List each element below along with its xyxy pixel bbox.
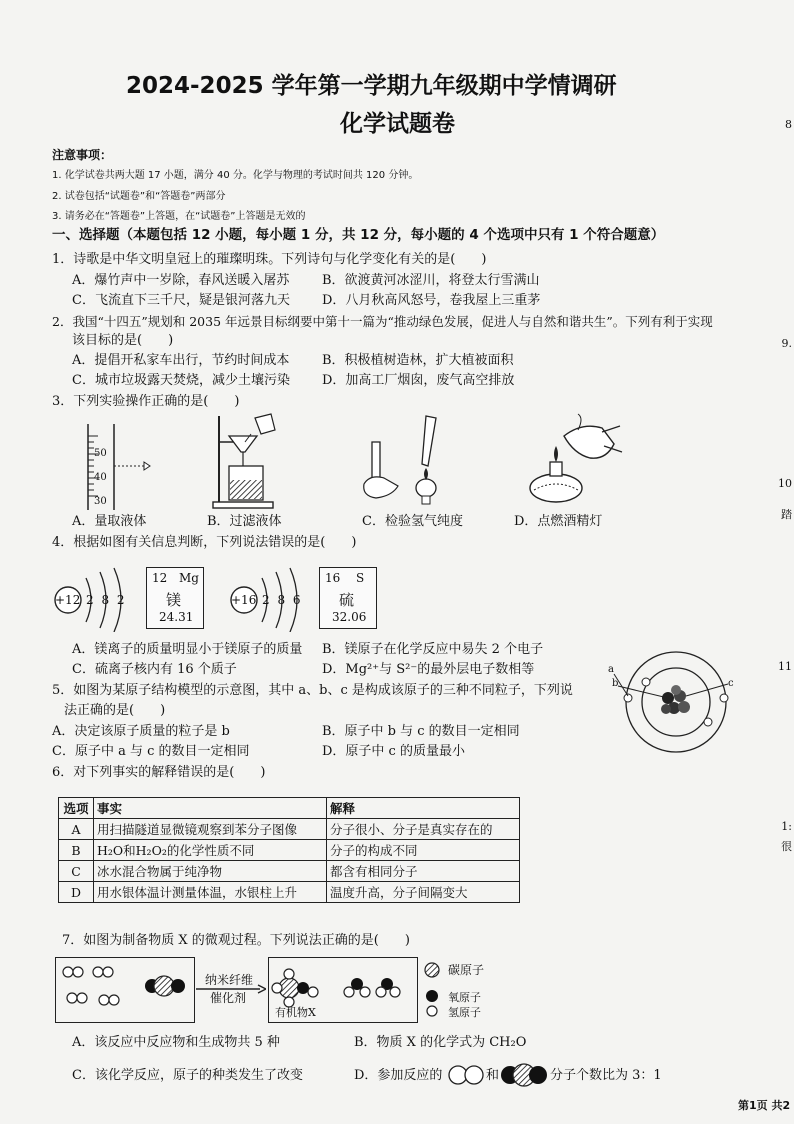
- margin-mark: 10: [778, 477, 792, 490]
- q7-option-d-prefix: D．参加反应的: [354, 1068, 443, 1083]
- margin-mark: 踏: [781, 508, 792, 521]
- table-cell: D: [59, 882, 94, 903]
- q4-option-c[interactable]: C．硫离子核内有 16 个质子: [72, 662, 237, 677]
- margin-mark: 9.: [781, 337, 792, 350]
- s-atom-structure: [226, 562, 316, 632]
- table-cell: 用水银体温计测量体温，水银柱上升: [94, 882, 327, 903]
- table-cell: C: [59, 861, 94, 882]
- table-cell: 冰水混合物属于纯净物: [94, 861, 327, 882]
- mg-symbol: Mg: [179, 571, 199, 585]
- q7-option-a[interactable]: A．该反应中反应物和生成物共 5 种: [72, 1035, 280, 1050]
- co2-molecule-icon: [500, 1063, 548, 1087]
- q3-figure-c-hydrogen-test: [352, 412, 462, 516]
- mg-atomic-number: 12: [152, 571, 168, 585]
- exam-subtitle: 化学试题卷: [340, 111, 455, 137]
- q1-stem: 1．诗歌是中华文明皇冠上的璀璨明珠。下列诗句与化学变化有关的是( ): [52, 252, 487, 267]
- q3-figure-d-alcohol-lamp: [518, 412, 628, 516]
- cylinder-tick-50: 50: [94, 448, 107, 459]
- hydrogen-molecule-icon: [447, 1064, 485, 1086]
- note-item-2: 2. 试卷包括“试题卷”和“答题卷”两部分: [52, 191, 226, 202]
- q3-option-a[interactable]: A．量取液体: [72, 514, 147, 529]
- table-cell: A: [59, 819, 94, 840]
- q5-option-c[interactable]: C．原子中 a 与 c 的数目一定相同: [52, 744, 250, 759]
- q6-stem: 6．对下列事实的解释错误的是( ): [52, 765, 266, 780]
- table-cell: 都含有相同分子: [327, 861, 520, 882]
- q5-atom-model: [606, 646, 746, 756]
- margin-mark: 1:: [781, 820, 792, 833]
- mg-element-card: [146, 567, 204, 629]
- table-header-explanation: 解释: [327, 798, 520, 819]
- s-atomic-number: 16: [325, 571, 341, 585]
- q7-option-c[interactable]: C．该化学反应，原子的种类发生了改变: [72, 1068, 303, 1083]
- q2-option-c[interactable]: C．城市垃圾露天焚烧，减少土壤污染: [72, 373, 290, 388]
- q4-option-a[interactable]: A．镁离子的质量明显小于镁原子的质量: [72, 642, 303, 657]
- q5-label-c: c: [728, 678, 734, 689]
- q3-figure-a-cylinder: [78, 422, 168, 516]
- q5-stem-line2: 法正确的是( ): [64, 703, 166, 718]
- q7-legend-symbols: [424, 962, 440, 1018]
- q3-stem: 3．下列实验操作正确的是( ): [52, 394, 240, 409]
- q3-option-b[interactable]: B．过滤液体: [207, 514, 282, 529]
- s-atomic-mass: 32.06: [332, 610, 367, 624]
- q5-option-d[interactable]: D．原子中 c 的质量最小: [322, 744, 465, 759]
- q7-option-d[interactable]: [354, 1062, 684, 1090]
- q7-option-b[interactable]: B．物质 X 的化学式为 CH₂O: [354, 1035, 527, 1050]
- table-cell: B: [59, 840, 94, 861]
- q7-legend-oxygen: 氧原子: [448, 991, 481, 1004]
- q1-option-b[interactable]: B．欲渡黄河冰涩川，将登太行雪满山: [322, 273, 540, 288]
- s-electron-shells: 2 8 6: [262, 593, 301, 607]
- mg-nucleus-charge: +12: [55, 593, 81, 607]
- q2-option-d[interactable]: D．加高工厂烟囱，废气高空排放: [322, 373, 515, 388]
- table-cell: 用扫描隧道显微镜观察到苯分子图像: [94, 819, 327, 840]
- q3-option-c[interactable]: C．检验氢气纯度: [362, 514, 463, 529]
- table-cell: H₂O和H₂O₂的化学性质不同: [94, 840, 327, 861]
- q7-reaction-arrow: [196, 984, 266, 994]
- q7-reactants-box: [55, 957, 195, 1023]
- q5-option-a[interactable]: A．决定该原子质量的粒子是 b: [52, 724, 230, 739]
- q1-option-d[interactable]: D．八月秋高风怒号，卷我屋上三重茅: [322, 293, 541, 308]
- table-row: [59, 882, 520, 903]
- q4-stem: 4．根据如图有关信息判断，下列说法错误的是( ): [52, 535, 357, 550]
- q7-option-d-suffix: 分子个数比为 3：1: [550, 1068, 662, 1083]
- section-choice-heading: 一、选择题（本题包括 12 小题，每小题 1 分，共 12 分，每小题的 4 个选项中只有 1 个符合题意）: [52, 227, 665, 243]
- note-item-3: 3. 请务必在“答题卷”上答题，在“试题卷”上答题是无效的: [52, 211, 306, 222]
- cylinder-tick-30: 30: [94, 496, 107, 507]
- table-header-row: [59, 798, 520, 819]
- s-name: 硫: [339, 591, 355, 609]
- exam-title: 2024-2025 学年第一学期九年级期中学情调研: [126, 73, 617, 99]
- table-row: [59, 861, 520, 882]
- table-cell: 分子很小、分子是真实存在的: [327, 819, 520, 840]
- mg-atom-structure: [52, 562, 142, 632]
- table-header-option: 选项: [59, 798, 94, 819]
- q7-legend-hydrogen: 氢原子: [448, 1006, 481, 1019]
- q7-stem: 7．如图为制备物质 X 的微观过程。下列说法正确的是( ): [62, 933, 410, 948]
- q3-figure-b-filtration: [205, 412, 295, 516]
- table-header-fact: 事实: [94, 798, 327, 819]
- cylinder-tick-40: 40: [94, 472, 107, 483]
- q7-catalyst-line1: 纳米纤维: [205, 973, 254, 987]
- margin-mark: 11: [778, 660, 792, 673]
- s-element-card: [319, 567, 377, 629]
- table-row: [59, 819, 520, 840]
- q7-catalyst-line2: 催化剂: [210, 991, 247, 1005]
- q7-products-box: [268, 957, 418, 1023]
- q1-option-a[interactable]: A．爆竹声中一岁除，春风送暖入屠苏: [72, 273, 290, 288]
- mg-atomic-mass: 24.31: [159, 610, 194, 624]
- note-item-1: 1. 化学试卷共两大题 17 小题，满分 40 分。化学与物理的考试时间共 120 分钟。: [52, 170, 419, 181]
- s-symbol: S: [356, 571, 365, 585]
- q5-label-a: a: [608, 664, 614, 675]
- q2-stem-line2: 该目标的是( ): [72, 333, 174, 348]
- mg-electron-shells: 2 8 2: [86, 593, 125, 607]
- margin-mark: 很: [781, 840, 792, 853]
- mg-name: 镁: [166, 591, 182, 609]
- table-row: [59, 840, 520, 861]
- margin-mark: 8: [785, 118, 792, 131]
- q3-option-d[interactable]: D．点燃酒精灯: [514, 514, 603, 529]
- s-nucleus-charge: +16: [231, 593, 257, 607]
- q7-product-label: 有机物X: [275, 1006, 316, 1019]
- q7-legend-carbon: 碳原子: [448, 963, 485, 977]
- notes-heading: 注意事项：: [52, 148, 113, 162]
- q2-option-a[interactable]: A．提倡开私家车出行，节约时间成本: [72, 353, 290, 368]
- q2-option-b[interactable]: B．积极植树造林，扩大植被面积: [322, 353, 514, 368]
- table-cell: 温度升高，分子间隔变大: [327, 882, 520, 903]
- table-cell: 分子的构成不同: [327, 840, 520, 861]
- q4-option-d[interactable]: D．Mg²⁺与 S²⁻的最外层电子数相等: [322, 662, 535, 677]
- q5-stem-line1: 5．如图为某原子结构模型的示意图，其中 a、b、c 是构成该原子的三种不同粒子，下列说: [52, 683, 573, 698]
- q7-option-d-and: 和: [486, 1068, 500, 1083]
- q4-option-b[interactable]: B．镁原子在化学反应中易失 2 个电子: [322, 642, 544, 657]
- q1-option-c[interactable]: C．飞流直下三千尺，疑是银河落九天: [72, 293, 290, 308]
- q5-label-b: b: [612, 678, 619, 689]
- q2-stem-line1: 2．我国“十四五”规划和 2035 年远景目标纲要中第十一篇为“推动绿色发展，促进人与自然和谐共生”。下列有利于实现: [52, 314, 713, 329]
- page-footer: 第1页 共2: [738, 1099, 791, 1112]
- q5-option-b[interactable]: B．原子中 b 与 c 的数目一定相同: [322, 724, 520, 739]
- q6-facts-table: [58, 797, 520, 903]
